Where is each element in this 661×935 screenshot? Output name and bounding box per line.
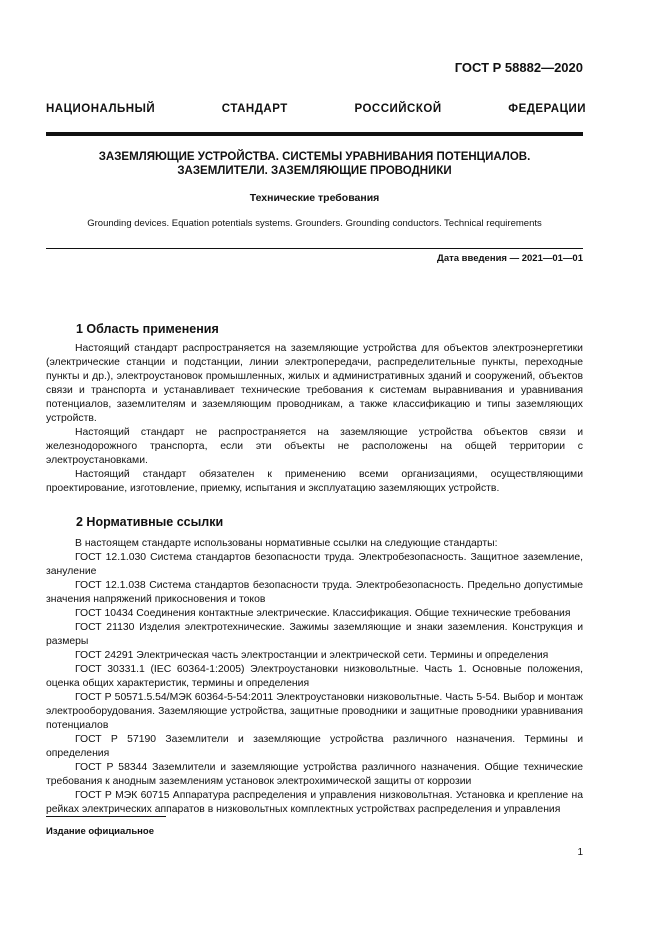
reference-item: ГОСТ 12.1.038 Система стандартов безопасности труда. Электробезопасность. Предельно допустимые значения напряжений прикосновения и токов [46,580,583,605]
section-1-paragraph: Настоящий стандарт обязателен к применению всеми организациями, осуществляющими проектирование, изготовление, приемку, испытания и эксплуатацию заземляющих устройств. [46,469,583,494]
standard-code: ГОСТ Р 58882—2020 [454,60,583,75]
reference-item: ГОСТ Р 58344 Заземлители и заземляющие устройства различного назначения. Общие технические требования к анодным заземлениям установок электрохимической защиты от коррозии [46,762,583,787]
reference-item: ГОСТ 24291 Электрическая часть электростанции и электрической сети. Термины и определения [75,650,549,661]
english-title: Grounding devices. Equation potentials systems. Grounders. Grounding conductors. Technical requirements [87,218,542,229]
reference-item: ГОСТ 30331.1 (IEC 60364-1:2005) Электроустановки низковольтные. Часть 1. Основные положения, оценка общих характеристик, термины и определения [46,664,583,689]
reference-item: ГОСТ Р 50571.5.54/МЭК 60364-5-54:2011 Электроустановки низковольтные. Часть 5-54. Выбор и монтаж электрооборудования. Заземляющие устройства, защитные проводники и защитные проводники уравнивания потенциалов [46,692,583,731]
title-line-2: ЗАЗЕМЛИТЕЛИ. ЗАЗЕМЛЯЮЩИЕ ПРОВОДНИКИ [177,165,452,177]
section-1-paragraph: Настоящий стандарт не распространяется на заземляющие устройства объектов связи и железнодорожного транспорта, если эти объекты не расположены на общей территории с электроустановками. [46,427,583,466]
date-rule [46,248,583,249]
section-1-paragraph: Настоящий стандарт распространяется на заземляющие устройства для объектов электроэнергетики (электрические станции и подстанции, линии электропередачи, распределительные пункты, переходные пункты и др.), электроустановок промышленных, жилых и административных зданий и сооружений, объектов связи и транспорта и устанавливает технические требования к системам выравнивания и уравнивания потенциалов, заземлителям и заземляющим проводникам, а также классификацию и типы заземляющих устройств. [46,343,583,424]
reference-item: ГОСТ Р 57190 Заземлители и заземляющие устройства различного назначения. Термины и определения [46,734,583,759]
reference-item: ГОСТ 10434 Соединения контактные электрические. Классификация. Общие технические требования [75,608,571,619]
official-edition-label: Издание официальное [46,826,154,837]
page-number: 1 [577,847,583,858]
section-2-heading: 2 Нормативные ссылки [76,515,224,529]
document-body [46,318,583,817]
reference-item: ГОСТ 12.1.030 Система стандартов безопасности труда. Электробезопасность. Защитное заземление, зануление [46,552,583,577]
reference-item: ГОСТ Р МЭК 60715 Аппаратура распределения и управления низковольтная. Установка и крепление на рейках электрических аппаратов в низковольтных комплектных устройствах распределения и управления [46,790,583,815]
introduction-date: Дата введения — 2021—01—01 [437,253,583,264]
footer-rule [46,816,166,817]
section-1-heading: 1 Область применения [76,322,219,336]
reference-item: В настоящем стандарте использованы нормативные ссылки на следующие стандарты: [75,538,498,549]
header-rule [46,132,583,136]
document-subtitle: Технические требования [249,192,380,204]
document-title [46,150,583,178]
title-line-1: ЗАЗЕМЛЯЮЩИЕ УСТРОЙСТВА. СИСТЕМЫ УРАВНИВАНИЯ ПОТЕНЦИАЛОВ. [98,151,531,163]
reference-item: ГОСТ 21130 Изделия электротехнические. Зажимы заземляющие и знаки заземления. Конструкция и размеры [46,622,583,647]
national-standard-banner: НАЦИОНАЛЬНЫЙ СТАНДАРТ РОССИЙСКОЙ ФЕДЕРАЦИИ [46,103,586,115]
